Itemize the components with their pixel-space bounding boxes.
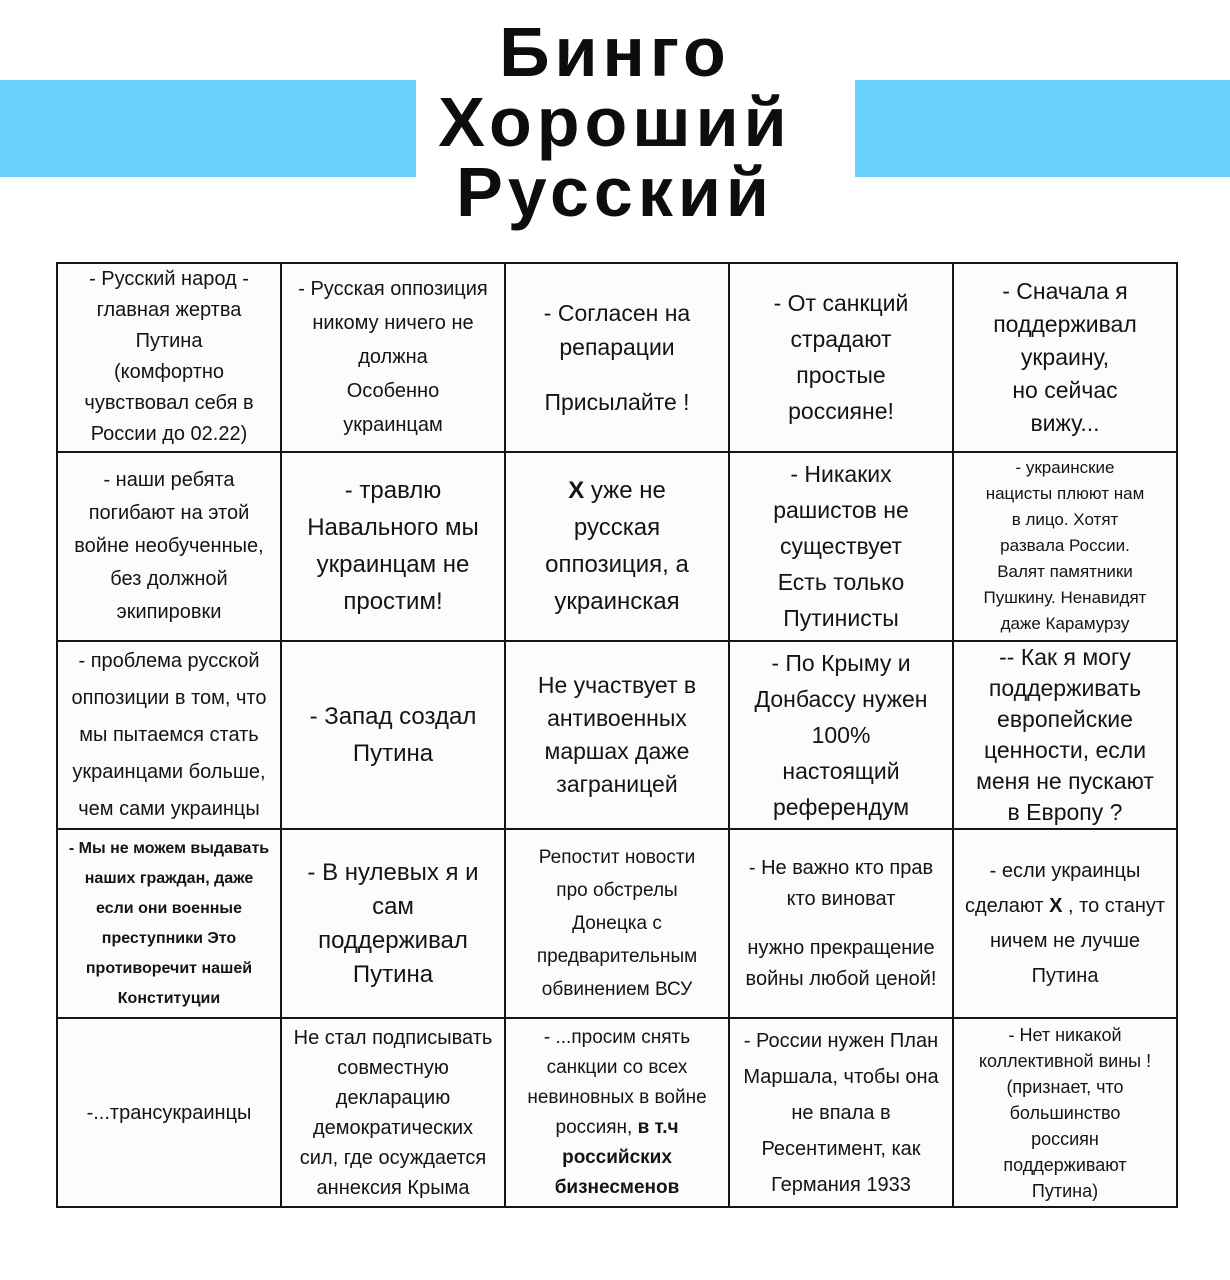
bingo-cell-r5c2: Не стал подписывать совместную декларацию демократических сил, где осуждается аннексия Крыма xyxy=(281,1018,505,1207)
bingo-cell-r5c5: - Нет никакой коллективной вины ! (признает, что большинство россиян поддерживают Путина) xyxy=(953,1018,1177,1207)
bingo-cell-r4c5: - если украинцы сделают Х , то станут ничем не лучше Путина xyxy=(953,829,1177,1018)
bingo-cell-r3c3: Не участвует в антивоенных маршах даже заграницей xyxy=(505,641,729,830)
bingo-grid xyxy=(56,262,1178,1208)
bingo-cell-r2c2: - травлю Навального мы украинцам не простим! xyxy=(281,452,505,641)
bingo-cell-r3c1: - проблема русской оппозиции в том, что мы пытаемся стать украинцами больше, чем сами украинцы xyxy=(57,641,281,830)
bingo-cell-r4c1: - Мы не можем выдавать наших граждан, даже если они военные преступники Это противоречит нашей Конституции xyxy=(57,829,281,1018)
bingo-cell-r3c5: -- Как я могу поддерживать европейские ценности, если меня не пускают в Европу ? xyxy=(953,641,1177,830)
bingo-cell-r4c4: - Не важно кто прав кто виноват нужно прекращение войны любой ценой! xyxy=(729,829,953,1018)
bingo-cell-r2c3: Х уже не русская оппозиция, а украинская xyxy=(505,452,729,641)
page-title xyxy=(0,13,1230,231)
bingo-cell-r2c5: - украинские нацисты плюют нам в лицо. Хотят развала России. Валят памятники Пушкину. Ненавидят даже Карамурзу xyxy=(953,452,1177,641)
bingo-cell-r5c3: - ...просим снять санкции со всех невиновных в войне россиян, в т.ч российских бизнесменов xyxy=(505,1018,729,1207)
title-line-1: Бинго xyxy=(499,13,731,91)
bingo-cell-r1c2: - Русская оппозиция никому ничего не должна Особенно украинцам xyxy=(281,263,505,452)
bingo-cell-r5c1: -...трансукраинцы xyxy=(57,1018,281,1207)
bingo-cell-r1c3: - Согласен на репарации Присылайте ! xyxy=(505,263,729,452)
bingo-cell-r1c1: - Русский народ - главная жертва Путина (комфортно чувствовал себя в России до 02.22) xyxy=(57,263,281,452)
bingo-cell-r3c2: - Запад создал Путина xyxy=(281,641,505,830)
bingo-cell-r2c1: - наши ребята погибают на этой войне необученные, без должной экипировки xyxy=(57,452,281,641)
bingo-cell-r4c3: Репостит новости про обстрелы Донецка с предварительным обвинением ВСУ xyxy=(505,829,729,1018)
bingo-cell-r1c5: - Сначала я поддерживал украину, но сейчас вижу... xyxy=(953,263,1177,452)
bingo-cell-r1c4: - От санкций страдают простые россияне! xyxy=(729,263,953,452)
title-line-2: Хороший xyxy=(438,83,792,161)
bingo-cell-r4c2: - В нулевых я и сам поддерживал Путина xyxy=(281,829,505,1018)
title-line-3: Русский xyxy=(456,153,774,231)
bingo-cell-r3c4: - По Крыму и Донбассу нужен 100% настоящий референдум xyxy=(729,641,953,830)
bingo-cell-r5c4: - России нужен План Маршала, чтобы она не впала в Ресентимент, как Германия 1933 xyxy=(729,1018,953,1207)
bingo-cell-r2c4: - Никаких рашистов не существует Есть только Путинисты xyxy=(729,452,953,641)
